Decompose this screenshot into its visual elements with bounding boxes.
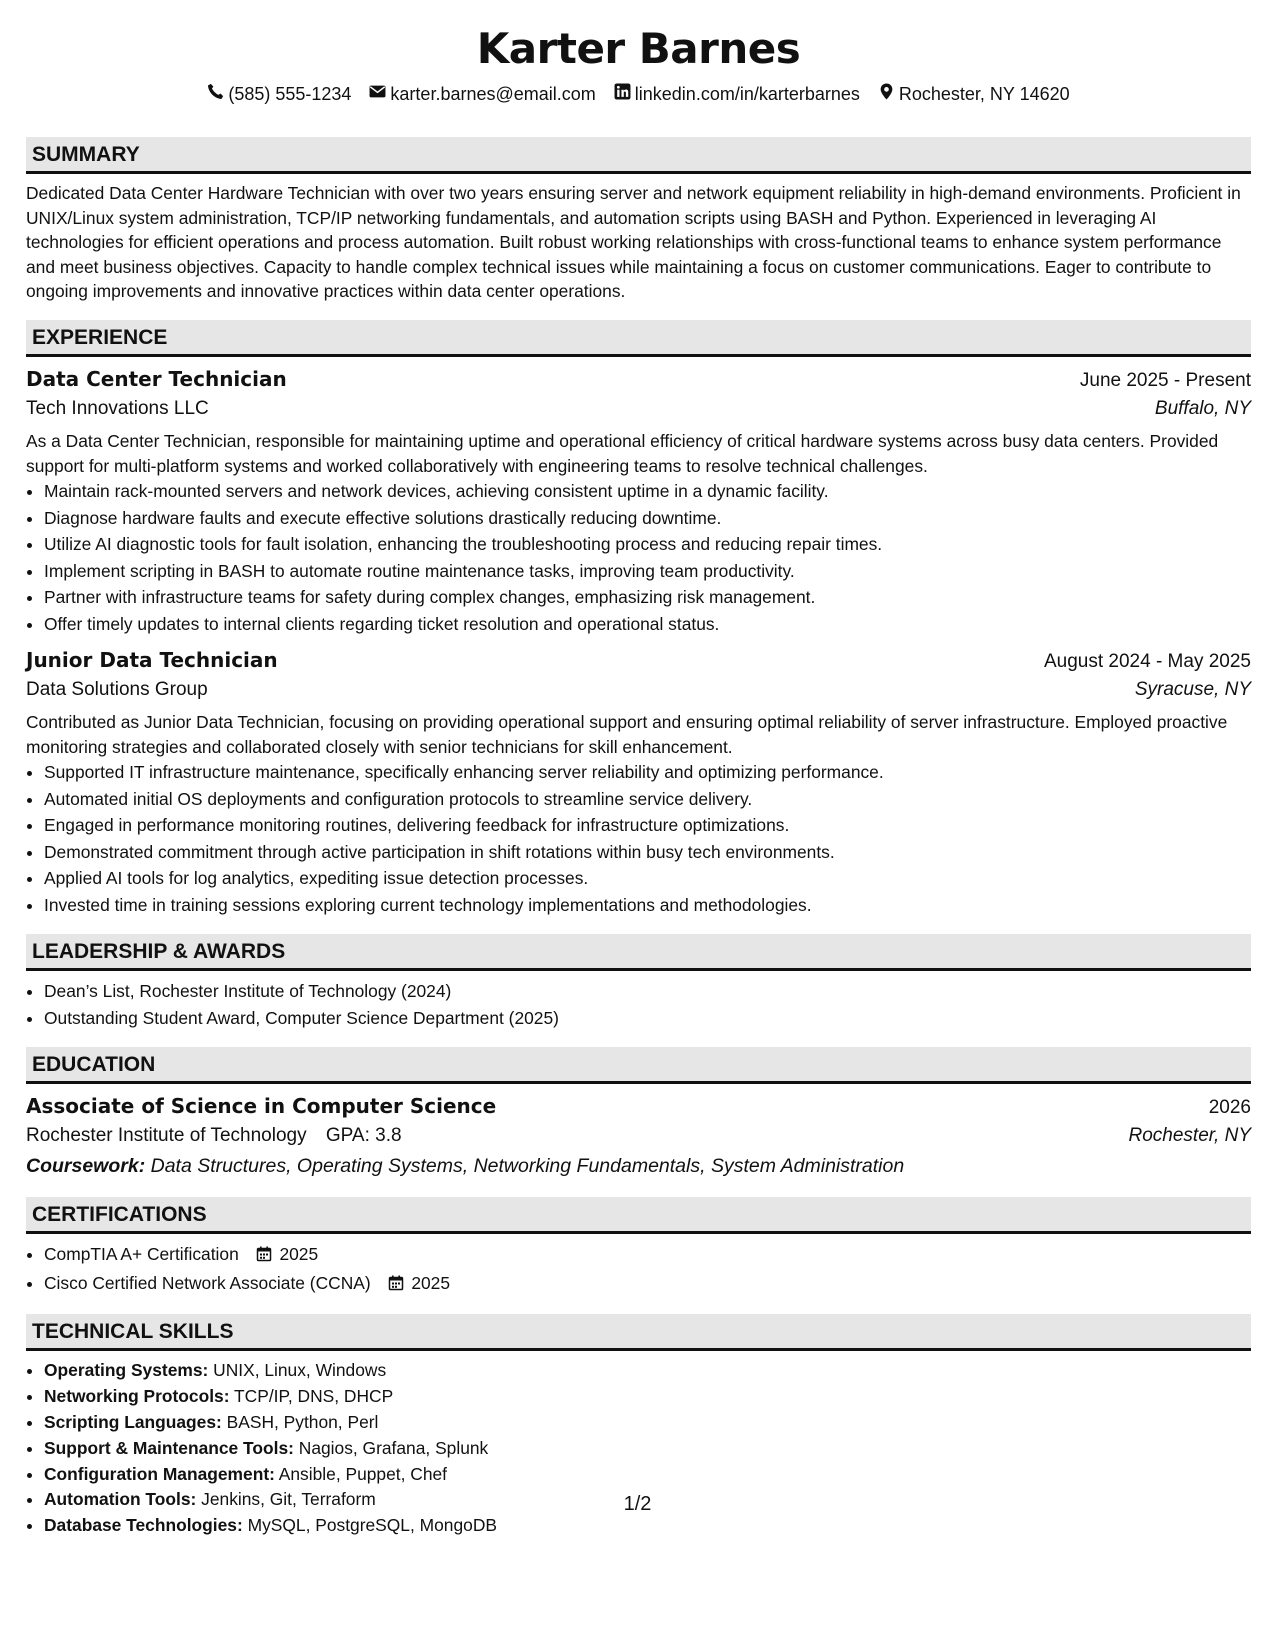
certifications-list bbox=[26, 1241, 1251, 1298]
phone-text: (585) 555-1234 bbox=[228, 83, 352, 104]
skill-label: Networking Protocols: bbox=[44, 1386, 230, 1407]
school-name: Rochester Institute of Technology bbox=[26, 1125, 307, 1147]
job-location: Syracuse, NY bbox=[1134, 679, 1251, 701]
contact-location bbox=[878, 83, 1070, 105]
list-item: • Diagnose hardware faults and execute effective solutions drastically reducing downtime. bbox=[44, 505, 1251, 532]
skills-heading: TECHNICAL SKILLS bbox=[26, 1314, 1251, 1351]
awards-heading: LEADERSHIP & AWARDS bbox=[26, 934, 1251, 971]
list-item: • Implement scripting in BASH to automate routine maintenance tasks, improving team productivity. bbox=[44, 558, 1251, 585]
cert-name: CompTIA A+ Certification bbox=[44, 1244, 239, 1265]
list-item: • Supported IT infrastructure maintenance, specifically enhancing server reliability and optimizing performance. bbox=[44, 759, 1251, 786]
coursework-label: Coursework: bbox=[26, 1155, 146, 1178]
skill-label: Scripting Languages: bbox=[44, 1411, 222, 1432]
skill-label: Operating Systems: bbox=[44, 1360, 209, 1381]
certifications-heading: CERTIFICATIONS bbox=[26, 1197, 1251, 1234]
school-location: Rochester, NY bbox=[1128, 1125, 1251, 1147]
job-title: Junior Data Technician bbox=[26, 648, 278, 673]
skill-label: Database Technologies: bbox=[44, 1515, 243, 1536]
skill-value: BASH, Python, Perl bbox=[226, 1411, 379, 1432]
coursework bbox=[26, 1151, 1251, 1181]
coursework-list: Data Structures, Operating Systems, Networking Fundamentals, System Administration bbox=[150, 1155, 905, 1178]
list-item bbox=[44, 1462, 1251, 1488]
job-entry bbox=[26, 364, 1251, 637]
skill-value: UNIX, Linux, Windows bbox=[213, 1360, 387, 1381]
job-description: As a Data Center Technician, responsible for maintaining uptime and operational efficiency of critical hardware systems across busy data centers. Provided support for multi-platform systems and worked collaboratively with engineering teams to resolve technical challenges. bbox=[26, 430, 1219, 476]
calendar-icon bbox=[388, 1272, 404, 1299]
location-text: Rochester, NY 14620 bbox=[898, 83, 1070, 104]
cert-name: Cisco Certified Network Associate (CCNA) bbox=[44, 1272, 371, 1293]
list-item: • Maintain rack-mounted servers and network devices, achieving consistent uptime in a dynamic facility. bbox=[44, 478, 1251, 505]
list-item: • Automated initial OS deployments and configuration protocols to streamline service delivery. bbox=[44, 786, 1251, 813]
list-item bbox=[44, 1358, 1251, 1384]
experience-heading: EXPERIENCE bbox=[26, 320, 1251, 357]
list-item: • Applied AI tools for log analytics, expediting issue detection processes. bbox=[44, 865, 1251, 892]
list-item: • Demonstrated commitment through active participation in shift rotations within busy tech environments. bbox=[44, 839, 1251, 866]
job-dates: June 2025 - Present bbox=[1079, 369, 1251, 391]
job-bullets bbox=[26, 478, 1251, 637]
skill-value: MySQL, PostgreSQL, MongoDB bbox=[247, 1515, 497, 1536]
candidate-name: Karter Barnes bbox=[476, 24, 801, 73]
gpa: GPA: 3.8 bbox=[325, 1125, 402, 1147]
contact-linkedin[interactable] bbox=[614, 83, 860, 105]
degree-title: Associate of Science in Computer Science bbox=[26, 1094, 497, 1119]
skill-value: Nagios, Grafana, Splunk bbox=[298, 1437, 489, 1458]
job-title: Data Center Technician bbox=[26, 366, 287, 391]
list-item bbox=[44, 1384, 1251, 1410]
contact-email[interactable] bbox=[369, 83, 595, 105]
cert-year: 2025 bbox=[279, 1244, 319, 1265]
job-dates: August 2024 - May 2025 bbox=[1043, 651, 1251, 673]
graduation-year: 2026 bbox=[1208, 1097, 1251, 1119]
cert-year: 2025 bbox=[411, 1272, 451, 1293]
skill-value: Ansible, Puppet, Chef bbox=[278, 1463, 447, 1484]
company-name: Data Solutions Group bbox=[26, 679, 208, 701]
list-item: • Dean’s List, Rochester Institute of Technology (2024) bbox=[44, 978, 1251, 1005]
list-item bbox=[44, 1410, 1251, 1436]
education-heading: EDUCATION bbox=[26, 1047, 1251, 1084]
contact-phone bbox=[207, 83, 351, 105]
skill-label: Automation Tools: bbox=[44, 1489, 197, 1510]
email-link[interactable]: karter.barnes@email.com bbox=[390, 83, 596, 104]
job-bullets bbox=[26, 759, 1251, 918]
list-item: • Engaged in performance monitoring routines, delivering feedback for infrastructure optimizations. bbox=[44, 812, 1251, 839]
list-item: • Outstanding Student Award, Computer Science Department (2025) bbox=[44, 1005, 1251, 1032]
skill-value: Jenkins, Git, Terraform bbox=[201, 1489, 376, 1510]
list-item bbox=[44, 1270, 1251, 1299]
resume-page bbox=[26, 0, 1251, 1539]
list-item bbox=[44, 1436, 1251, 1462]
skill-value: TCP/IP, DNS, DHCP bbox=[234, 1386, 394, 1407]
map-pin-icon bbox=[878, 83, 895, 105]
list-item: • Utilize AI diagnostic tools for fault isolation, enhancing the troubleshooting process and reducing repair times. bbox=[44, 531, 1251, 558]
list-item: • Partner with infrastructure teams for safety during complex changes, emphasizing risk management. bbox=[44, 584, 1251, 611]
summary-heading: SUMMARY bbox=[26, 137, 1251, 174]
job-location: Buffalo, NY bbox=[1154, 397, 1251, 419]
calendar-icon bbox=[256, 1243, 272, 1270]
list-item: • Offer timely updates to internal clients regarding ticket resolution and operational status. bbox=[44, 611, 1251, 638]
skill-label: Configuration Management: bbox=[44, 1463, 275, 1484]
company-name: Tech Innovations LLC bbox=[26, 397, 209, 419]
linkedin-link[interactable]: linkedin.com/in/karterbarnes bbox=[634, 83, 860, 104]
page-number: 1/2 bbox=[623, 1493, 652, 1515]
skill-label: Support & Maintenance Tools: bbox=[44, 1437, 294, 1458]
awards-list bbox=[26, 978, 1251, 1031]
phone-icon bbox=[207, 83, 224, 105]
list-item bbox=[44, 1513, 1251, 1539]
list-item: • Invested time in training sessions exploring current technology implementations and methodologies. bbox=[44, 892, 1251, 919]
job-entry bbox=[26, 645, 1251, 918]
list-item bbox=[44, 1241, 1251, 1270]
summary-text: Dedicated Data Center Hardware Technician with over two years ensuring server and network equipment reliability in high-demand environments. Proficient in UNIX/Linux system administration, TCP/IP networking fundamentals, and automation scripts using BASH and Python. Experienced in leveraging AI technologies for efficient operations and process automation. Built robust working relationships with cross-functional teams to enhance system performance and meet business objectives. Capacity to handle complex technical issues while maintaining a focus on customer communications. Eager to contribute to ongoing improvements and innovative practices within data center operations. bbox=[26, 183, 1241, 302]
envelope-icon bbox=[369, 83, 386, 105]
job-description: Contributed as Junior Data Technician, focusing on providing operational support and ensuring optimal reliability of server infrastructure. Employed proactive monitoring strategies and collaborated closely with senior technicians for skill enhancement. bbox=[26, 712, 1228, 757]
linkedin-icon bbox=[614, 83, 631, 105]
contact-bar bbox=[26, 82, 1251, 106]
